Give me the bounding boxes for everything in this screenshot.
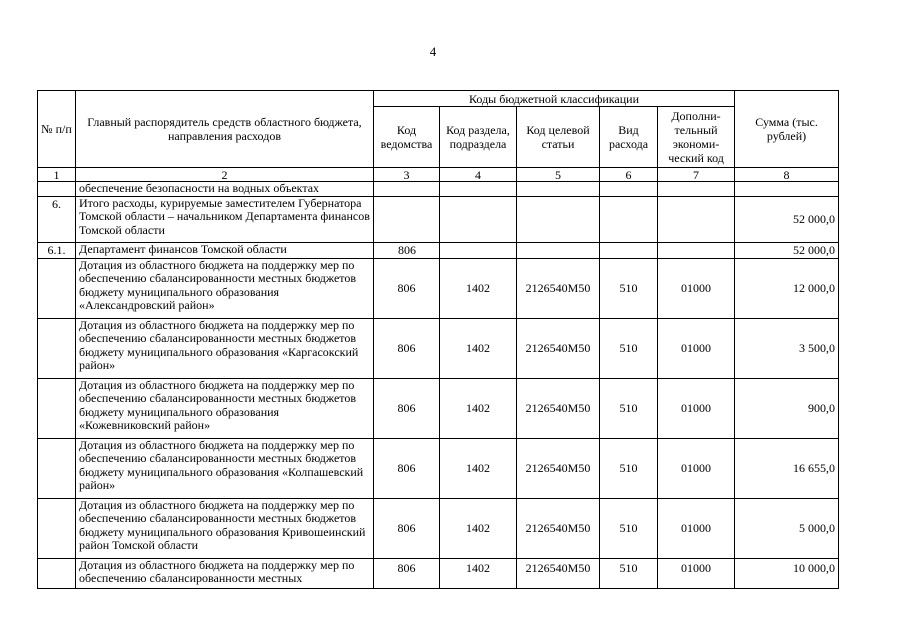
cell-ved: 806 [374, 558, 440, 588]
cell-name: Дотация из областного бюджета на поддержку мер по обеспечению сбалансированности местных бюджетов бюджету муниципального образования Кривошеинский район Томской области [76, 498, 374, 558]
cell-ved: 806 [374, 378, 440, 438]
index-row [38, 168, 839, 182]
budget-table [37, 90, 839, 589]
cell-sum: 12 000,0 [735, 258, 839, 318]
cell-target: 2126540M50 [517, 318, 600, 378]
cell-dop: 01000 [658, 318, 735, 378]
cell-dop [658, 242, 735, 258]
page-number: 4 [429, 44, 437, 59]
cell-razdel: 1402 [440, 378, 517, 438]
cell-dop: 01000 [658, 558, 735, 588]
table-row [38, 498, 839, 558]
table-row [38, 558, 839, 588]
cell-num [38, 318, 76, 378]
cell-razdel: 1402 [440, 318, 517, 378]
cell-ved [374, 196, 440, 242]
cell-vid [600, 242, 658, 258]
cell-sum: 5 000,0 [735, 498, 839, 558]
header-codes-group: Коды бюджетной классификации [374, 91, 735, 107]
cell-dop: 01000 [658, 498, 735, 558]
cell-num [38, 558, 76, 588]
cell-target: 2126540M50 [517, 378, 600, 438]
header-num: № п/п [38, 91, 76, 168]
cell-target: 2126540M50 [517, 258, 600, 318]
cell-dop [658, 182, 735, 197]
cell-dop: 01000 [658, 378, 735, 438]
index-cell: 6 [600, 168, 658, 182]
table-row [38, 196, 839, 242]
cell-ved: 806 [374, 258, 440, 318]
cell-num [38, 182, 76, 197]
header-ved: Код ведомства [374, 107, 440, 168]
table-row [38, 378, 839, 438]
cell-num [38, 438, 76, 498]
table-row [38, 182, 839, 197]
cell-name: Дотация из областного бюджета на поддержку мер по обеспечению сбалансированности местных бюджетов бюджету муниципального образования «Александровский район» [76, 258, 374, 318]
index-cell: 8 [735, 168, 839, 182]
cell-name: Итого расходы, курируемые заместителем Губернатора Томской области – начальником Департамента финансов Томской области [76, 196, 374, 242]
cell-vid [600, 196, 658, 242]
cell-ved: 806 [374, 498, 440, 558]
cell-target [517, 242, 600, 258]
cell-target: 2126540M50 [517, 498, 600, 558]
cell-razdel: 1402 [440, 558, 517, 588]
cell-name: обеспечение безопасности на водных объектах [76, 182, 374, 197]
cell-num [38, 498, 76, 558]
cell-dop: 01000 [658, 258, 735, 318]
cell-ved: 806 [374, 438, 440, 498]
cell-sum: 3 500,0 [735, 318, 839, 378]
cell-ved: 806 [374, 318, 440, 378]
cell-vid: 510 [600, 558, 658, 588]
cell-vid: 510 [600, 378, 658, 438]
cell-name: Департамент финансов Томской области [76, 242, 374, 258]
cell-razdel [440, 182, 517, 197]
cell-name: Дотация из областного бюджета на поддержку мер по обеспечению сбалансированности местных бюджетов бюджету муниципального образования «Колпашевский район» [76, 438, 374, 498]
cell-vid: 510 [600, 498, 658, 558]
cell-sum: 10 000,0 [735, 558, 839, 588]
cell-target [517, 182, 600, 197]
header-razdel: Код раздела, подраздела [440, 107, 517, 168]
index-cell: 7 [658, 168, 735, 182]
cell-sum: 900,0 [735, 378, 839, 438]
cell-name: Дотация из областного бюджета на поддержку мер по обеспечению сбалансированности местных бюджетов бюджету муниципального образования «Кожевниковский район» [76, 378, 374, 438]
index-cell: 2 [76, 168, 374, 182]
cell-vid: 510 [600, 438, 658, 498]
cell-razdel [440, 242, 517, 258]
cell-ved [374, 182, 440, 197]
table-row [38, 318, 839, 378]
cell-razdel: 1402 [440, 498, 517, 558]
cell-num [38, 378, 76, 438]
cell-num: 6. [38, 196, 76, 242]
index-cell: 5 [517, 168, 600, 182]
header-dop: Дополни-тельный экономи-ческий код [658, 107, 735, 168]
index-cell: 3 [374, 168, 440, 182]
cell-ved: 806 [374, 242, 440, 258]
cell-sum [735, 182, 839, 197]
cell-sum: 52 000,0 [735, 242, 839, 258]
cell-num [38, 258, 76, 318]
header-name: Главный распорядитель средств областного бюджета, направления расходов [76, 91, 374, 168]
table-row [38, 438, 839, 498]
cell-sum: 52 000,0 [735, 196, 839, 242]
header-sum: Сумма (тыс. рублей) [735, 91, 839, 168]
cell-razdel [440, 196, 517, 242]
cell-vid: 510 [600, 258, 658, 318]
cell-target [517, 196, 600, 242]
header-vid: Вид расхода [600, 107, 658, 168]
cell-vid [600, 182, 658, 197]
cell-vid: 510 [600, 318, 658, 378]
cell-target: 2126540M50 [517, 558, 600, 588]
cell-target: 2126540M50 [517, 438, 600, 498]
index-cell: 4 [440, 168, 517, 182]
table-row [38, 258, 839, 318]
cell-name: Дотация из областного бюджета на поддержку мер по обеспечению сбалансированности местных [76, 558, 374, 588]
cell-dop [658, 196, 735, 242]
cell-sum: 16 655,0 [735, 438, 839, 498]
cell-name: Дотация из областного бюджета на поддержку мер по обеспечению сбалансированности местных бюджетов бюджету муниципального образования «Каргасокский район» [76, 318, 374, 378]
cell-razdel: 1402 [440, 438, 517, 498]
table-body [38, 168, 839, 589]
table-row [38, 242, 839, 258]
index-cell: 1 [38, 168, 76, 182]
header-target: Код целевой статьи [517, 107, 600, 168]
cell-razdel: 1402 [440, 258, 517, 318]
cell-dop: 01000 [658, 438, 735, 498]
cell-num: 6.1. [38, 242, 76, 258]
